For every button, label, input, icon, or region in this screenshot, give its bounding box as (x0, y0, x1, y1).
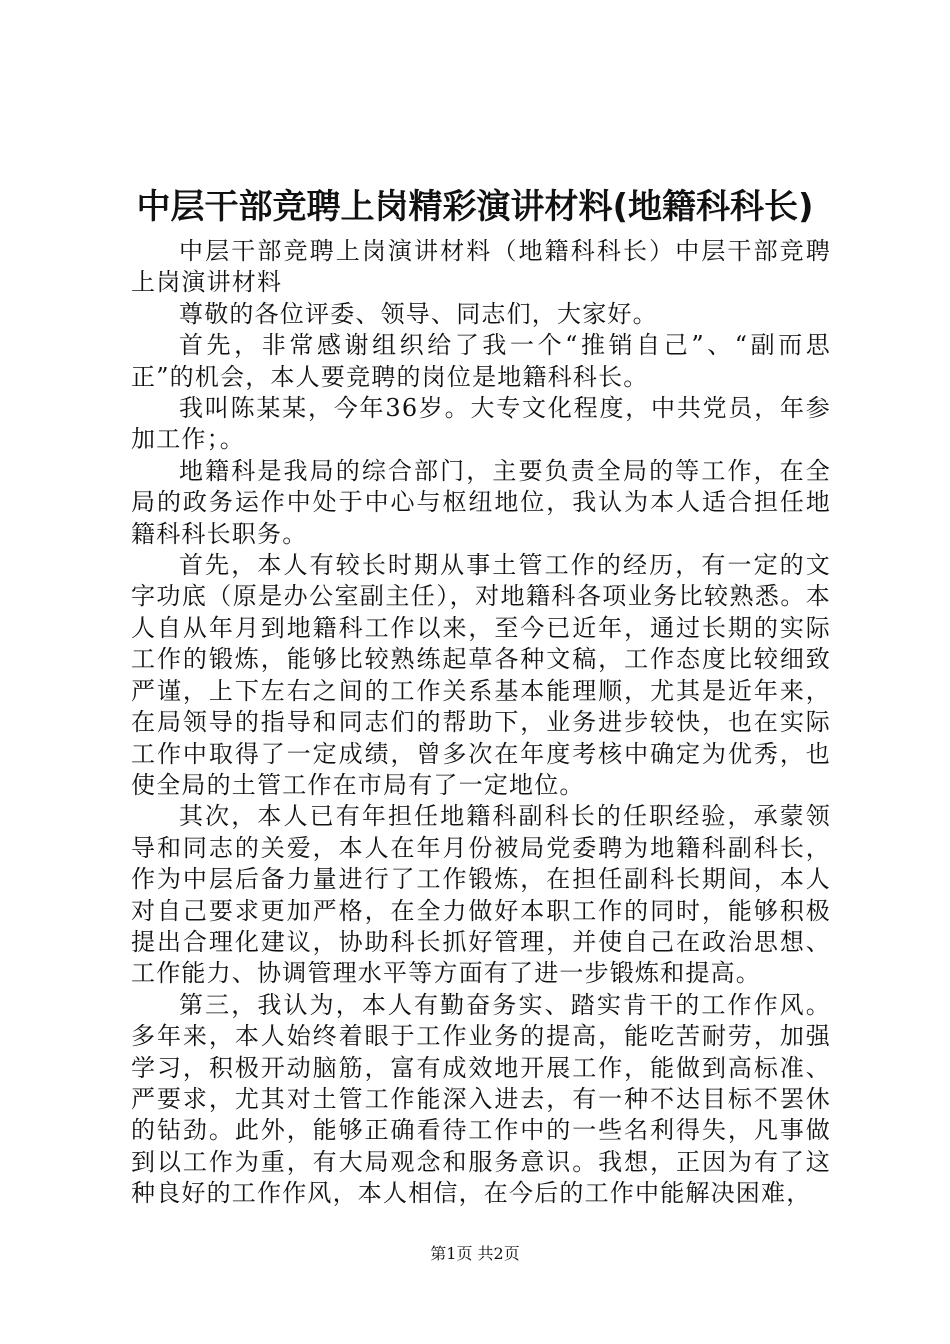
paragraph-department: 地籍科是我局的综合部门，主要负责全局的等工作，在全局的政务运作中处于中心与枢纽地位，我认为本人适合担任地籍科科长职务。 (131, 456, 831, 548)
paragraph-experience: 首先，本人有较长时期从事土管工作的经历，有一定的文字功底（原是办公室副主任），对地籍科各项业务比较熟悉。本人自从年月到地籍科工作以来，至今已近年，通过长期的实际工作的锻炼，能够比较熟练起草各种文稿，工作态度比较细致严谨，上下左右之间的工作关系基本能理顺，尤其是近年来，在局领导的指导和同志们的帮助下，业务进步较快，也在实际工作中取得了一定成绩，曾多次在年度考核中确定为优秀，也使全局的土管工作在市局有了一定地位。 (131, 551, 831, 799)
paragraph-deputy-experience: 其次，本人已有年担任地籍科副科长的任职经验，承蒙领导和同志的关爱，本人在年月份被局党委聘为地籍科副科长，作为中层后备力量进行了工作锻炼，在担任副科长期间，本人对自己要求更加严格，在全力做好本职工作的同时，能够积极提出合理化建议，协助科长抓好管理，并使自己在政治思想、工作能力、协调管理水平等方面有了进一步锻炼和提高。 (131, 802, 831, 988)
document-title: 中层干部竞聘上岗精彩演讲材料(地籍科科长) (136, 187, 814, 227)
paragraph-heading-line: 中层干部竞聘上岗演讲材料（地籍科科长）中层干部竞聘上岗演讲材料 (131, 237, 831, 297)
document-body (131, 236, 831, 1210)
paragraph-thanks: 首先，非常感谢组织给了我一个“推销自己”、“副而思正”的机会，本人要竞聘的岗位是地籍科科长。 (131, 331, 831, 391)
page-number-footer: 第1页 共2页 (430, 1244, 520, 1263)
paragraph-self-intro: 我叫陈某某，今年36岁。大专文化程度，中共党员，年参加工作；。 (131, 394, 831, 454)
paragraph-greeting: 尊敬的各位评委、领导、同志们，大家好。 (179, 299, 658, 328)
paragraph-work-style: 第三，我认为，本人有勤奋务实、踏实肯干的工作作风。多年来，本人始终着眼于工作业务的提高，能吃苦耐劳，加强学习，积极开动脑筋，富有成效地开展工作，能做到高标准、严要求，尤其对土管工作能深入进去，有一种不达目标不罢休的钻劲。此外，能够正确看待工作中的一些名利得失，凡事做到以工作为重，有大局观念和服务意识。我想，正因为有了这种良好的工作作风，本人相信，在今后的工作中能解决困难， (131, 990, 831, 1208)
